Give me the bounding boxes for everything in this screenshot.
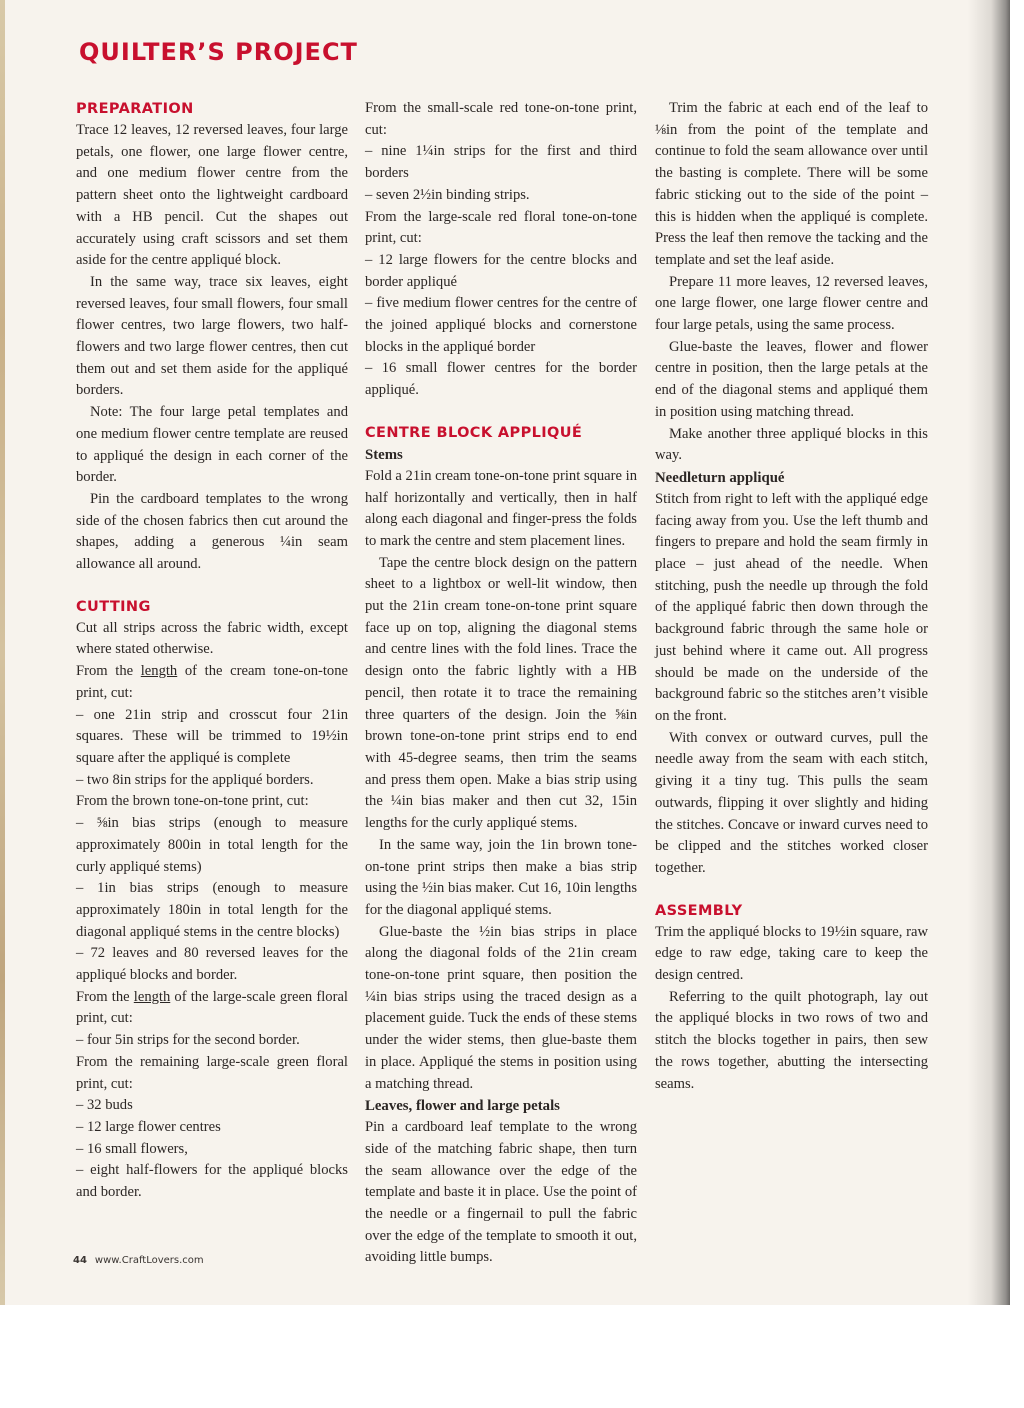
list-item: – 12 large flower centres	[76, 1118, 221, 1135]
column-2	[365, 98, 637, 1269]
column-1	[76, 98, 348, 1204]
paragraph: Fold a 21in cream tone-on-tone print square in half horizontally and vertically, then in half along each diagonal and finger-press the folds to mark the centre and stem placement lines.	[365, 467, 637, 549]
list-item: – 16 small flower centres for the border appliqué.	[365, 360, 637, 399]
heading-assembly: ASSEMBLY	[655, 902, 743, 919]
spine-shadow	[968, 0, 1010, 1305]
page-number: 44	[73, 1255, 87, 1266]
paragraph: Glue-baste the leaves, flower and flower centre in position, then the large petals at the end of the diagonal stems and appliqué them in position using matching thread.	[655, 338, 928, 420]
list-item: – 32 buds	[76, 1097, 133, 1114]
heading-cutting: CUTTING	[76, 598, 151, 615]
subheading-stems: Stems	[365, 446, 403, 463]
list-item: – ⅝in bias strips (enough to measure approximately 800in in total length for the curly appliqué stems)	[76, 815, 348, 875]
paragraph: Tape the centre block design on the pattern sheet to a lightbox or well-lit window, then put the 21in cream tone-on-tone print square face up on top, aligning the diagonal stems and centre lines with the fold lines. Trace the design onto the fabric lightly with a HB pencil, then rotate it to trace the remaining three quarters of the design. Join the ⅝in brown tone-on-tone print strips end to end with 45-degree seams, then trim the seams and press them open. Make a bias strip using the ¼in bias maker and then cut 32, 15in lengths for the curly appliqué stems.	[365, 554, 637, 832]
paragraph: Glue-baste the ½in bias strips in place along the diagonal folds of the 21in cream tone-on-tone print square, then position the ¼in bias strips using the traced design as a placement guide. Tuck the ends of these stems under the wider stems, then glue-baste them in place. Appliqué the stems in position using a matching thread.	[365, 923, 637, 1092]
list-item: – eight half-flowers for the appliqué blocks and border.	[76, 1162, 348, 1201]
underlined-word: length	[140, 663, 178, 680]
paragraph: From the small-scale red tone-on-tone print, cut:	[365, 100, 637, 138]
paragraph: Pin the cardboard templates to the wrong side of the chosen fabrics then cut around the shapes, adding a generous ¼in seam allowance all around.	[76, 490, 348, 573]
page-title: QUILTER’S PROJECT	[79, 38, 358, 66]
paragraph: Trim the appliqué blocks to 19½in square, raw edge to raw edge, taking care to keep the design centred.	[655, 923, 928, 984]
paragraph: In the same way, trace six leaves, eight reversed leaves, four small flowers, four small flower centres, two large flowers, two half-flowers and two large flower centres, then cut them out and set them aside for the appliqué borders.	[76, 273, 348, 399]
paragraph: From the brown tone-on-tone print, cut:	[76, 793, 309, 810]
list-item: – four 5in strips for the second border.	[76, 1032, 300, 1049]
paragraph: From the length of the cream tone-on-tone print, cut:	[76, 663, 348, 701]
paragraph: Make another three appliqué blocks in this way.	[655, 425, 928, 464]
heading-centre-block-applique: CENTRE BLOCK APPLIQUÉ	[365, 424, 583, 441]
list-item: – seven 2½in binding strips.	[365, 186, 530, 203]
paragraph: From the large-scale red floral tone-on-tone print, cut:	[365, 208, 637, 247]
paragraph: From the remaining large-scale green floral print, cut:	[76, 1053, 348, 1092]
paragraph: Prepare 11 more leaves, 12 reversed leaves, one large flower, one large flower centre and four large petals, using the same process.	[655, 273, 928, 334]
paragraph: With convex or outward curves, pull the needle away from the seam with each stitch, giving it a tiny tug. This pulls the seam outwards, flipping it over slightly and hiding the stitches. Concave or inward curves need to be clipped and the stitches worked closer together.	[655, 729, 928, 876]
paragraph: Pin a cardboard leaf template to the wrong side of the matching fabric shape, then turn the seam allowance over the edge of the template and baste it in place. Use the point of the needle or a fingernail to pull the fabric over the edge of the template to smooth it out, avoiding little bumps.	[365, 1119, 637, 1266]
subheading-needleturn: Needleturn appliqué	[655, 469, 785, 486]
list-item: – two 8in strips for the appliqué borders.	[76, 771, 314, 788]
column-3	[655, 98, 928, 1095]
list-item: – nine 1¼in strips for the first and third borders	[365, 143, 637, 182]
paragraph: Stitch from right to left with the appliqué edge facing away from you. Use the left thumb and fingers to prepare and hold the seam firmly in place – just ahead of the needle. When stitching, push the needle up through the fold of the appliqué fabric then down through the background fabric through the same hole or just behind where it came out. All progress should be made on the underside of the background fabric so the stitches aren’t visible on the front.	[655, 490, 928, 724]
list-item: – 1in bias strips (enough to measure approximately 180in in total length for the diagonal appliqué stems in the centre blocks)	[76, 880, 348, 940]
paragraph: In the same way, join the 1in brown tone-on-tone print strips then make a bias strip using the ½in bias maker. Cut 16, 10in lengths for the diagonal appliqué stems.	[365, 836, 637, 918]
page-footer	[73, 1255, 204, 1266]
footer-url: www.CraftLovers.com	[94, 1255, 204, 1266]
paragraph: Referring to the quilt photograph, lay out the appliqué blocks in two rows of two and stitch the blocks together in pairs, then sew the rows together, abutting the intersecting seams.	[655, 988, 928, 1092]
paragraph: Cut all strips across the fabric width, except where stated otherwise.	[76, 619, 348, 658]
underlined-word: length	[133, 988, 171, 1005]
paragraph: Note: The four large petal templates and one medium flower centre template are reused to appliqué the design in each corner of the border.	[76, 404, 348, 486]
list-item: – 12 large flowers for the centre blocks and border appliqué	[365, 251, 637, 290]
list-item: – five medium flower centres for the centre of the joined appliqué blocks and cornerstone blocks in the appliqué border	[365, 295, 637, 355]
paragraph: Trim the fabric at each end of the leaf to ⅛in from the point of the template and continue to fold the seam allowance over until the basting is complete. There will be some fabric sticking out to the side of the point – this is hidden when the appliqué is complete. Press the leaf then remove the tacking and the template and set the leaf aside.	[655, 100, 928, 268]
list-item: – one 21in strip and crosscut four 21in squares. These will be trimmed to 19½in square after the appliqué is complete	[76, 706, 348, 766]
subheading-leaves: Leaves, flower and large petals	[365, 1098, 560, 1115]
paragraph: From the length of the large-scale green floral print, cut:	[76, 988, 348, 1027]
list-item: – 16 small flowers,	[76, 1140, 188, 1157]
list-item: – 72 leaves and 80 reversed leaves for the appliqué blocks and border.	[76, 945, 348, 984]
paragraph: Trace 12 leaves, 12 reversed leaves, four large petals, one flower, one large flower centre, and one medium flower centre from the pattern sheet onto the lightweight cardboard with a HB pencil. Cut the shapes out accurately using craft scissors and set them aside for the centre appliqué block.	[76, 122, 348, 269]
heading-preparation: PREPARATION	[76, 101, 194, 117]
page-left-edge	[0, 0, 5, 1305]
